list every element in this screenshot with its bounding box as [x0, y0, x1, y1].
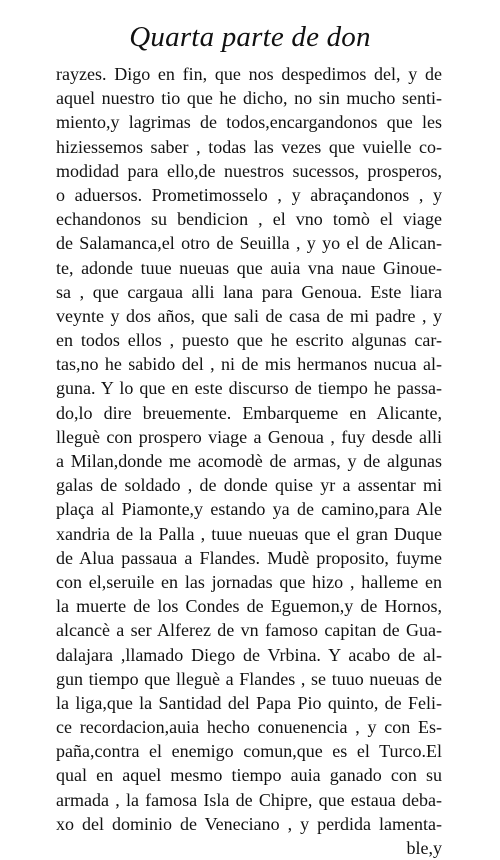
text-line: armada , la famosa Isla de Chipre, que estaua deba- — [56, 789, 442, 810]
body-text — [56, 62, 442, 860]
text-line: de Salamanca,el otro de Seuilla , y yo el de Alican- — [56, 233, 442, 254]
text-line: tas,no he sabido del , ni de mis hermanos nucua al- — [56, 354, 442, 375]
text-line: xandria de la Palla , tuue nueuas que el gran Duque — [56, 523, 442, 544]
text-line: o aduersos. Prometimosselo , y abraçandonos , y — [56, 184, 442, 205]
text-line: ble,y — [406, 838, 442, 858]
text-line: sa , que cargaua alli lana para Genoua. Este liara — [56, 281, 442, 302]
text-line: la liga,que la Santidad del Papa Pio quinto, de Feli- — [56, 692, 442, 713]
running-head: Quarta parte de don — [129, 21, 371, 53]
text-line: miento,y lagrimas de todos,encargandonos que les — [56, 112, 442, 133]
text-line: rayzes. Digo en fin, que nos despedimos del, y de — [56, 64, 442, 84]
text-line: la muerte de los Condes de Eguemon,y de Hornos, — [56, 596, 442, 617]
text-line: do,lo dire breuemente. Embarqueme en Alicante, — [56, 402, 442, 423]
text-line: en todos ellos , puesto que he escrito algunas car- — [56, 330, 442, 351]
text-line: dalajara ,llamado Diego de Vrbina. Y acabo de al- — [56, 644, 442, 665]
text-line: xo del dominio de Veneciano , y perdida lamenta- — [56, 813, 442, 834]
text-line: de Alua passaua a Flandes. Mudè proposito, fuyme — [56, 547, 442, 568]
text-line: hiziessemos saber , todas las vezes que vuielle co- — [56, 136, 442, 157]
text-line: lleguè con prospero viage a Genoua , fuy desde alli — [56, 426, 442, 447]
text-line: guna. Y lo que en este discurso de tiempo he passa- — [56, 378, 442, 399]
text-line: qual en aquel mesmo tiempo auia ganado con su — [56, 765, 442, 786]
text-line: alcancè a ser Alferez de vn famoso capitan de Gua- — [56, 620, 442, 641]
text-line: aquel nuestro tio que he dicho, no sin mucho senti- — [56, 88, 442, 109]
text-line: gun tiempo que lleguè a Flandes , se tuuo nueuas de — [56, 668, 442, 689]
text-line: plaça al Piamonte,y estando ya de camino,para Ale — [56, 499, 442, 520]
text-line: echandonos su bendicion , el vno tomò el viage — [56, 209, 442, 230]
text-line: a Milan,donde me acomodè de armas, y de algunas — [56, 451, 442, 471]
text-line: paña,contra el enemigo comun,que es el Turco.El — [56, 741, 442, 762]
text-line: te, adonde tuue nueuas que auia vna naue Ginoue- — [56, 257, 442, 278]
text-line: ce recordacion,auia hecho conuenencia , y con Es- — [56, 717, 442, 738]
text-line: con el,seruile en las jornadas que hizo , halleme en — [56, 571, 442, 592]
text-line: modidad para ello,de nuestros sucessos, prosperos, — [56, 160, 442, 181]
text-line: galas de soldado , de donde quise yr a assentar mi — [56, 475, 442, 496]
text-line: veynte y dos años, que sali de casa de mi padre , y — [56, 305, 442, 326]
